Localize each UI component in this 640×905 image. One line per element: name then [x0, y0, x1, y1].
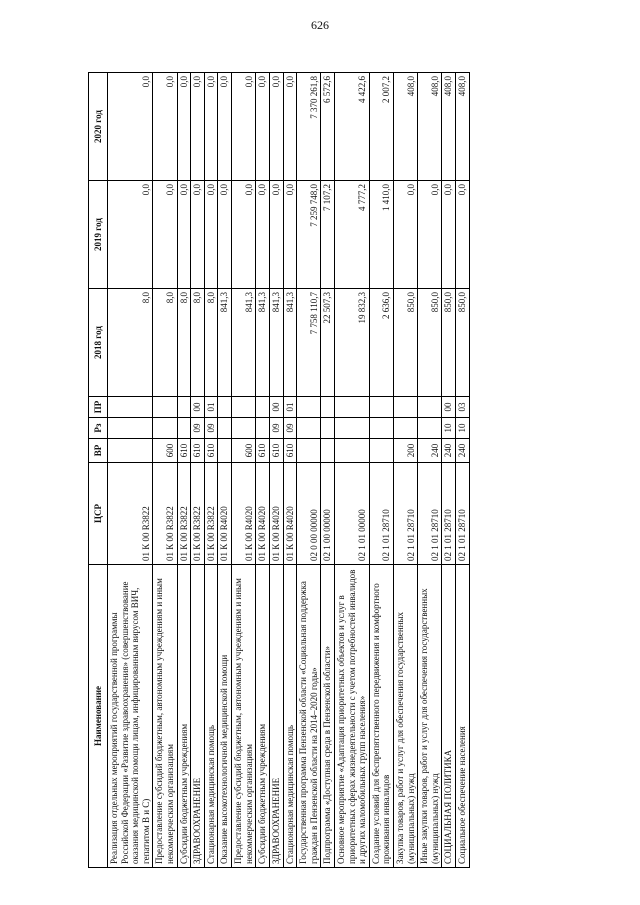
- header-2019: 2019 год: [89, 181, 108, 289]
- cell-csr: 01 К 00 R3822: [108, 463, 153, 565]
- cell-rz: 10: [456, 418, 470, 439]
- cell-vr: 610: [269, 439, 283, 463]
- cell-2018: 8,0: [153, 289, 177, 397]
- cell-2018: 2 636,0: [369, 289, 393, 397]
- cell-csr: 02 1 01 28710: [442, 463, 456, 565]
- cell-vr: 610: [256, 439, 270, 463]
- cell-2020: 0,0: [204, 73, 218, 181]
- cell-rz: [177, 418, 191, 439]
- cell-2019: 0,0: [269, 181, 283, 289]
- cell-2020: 0,0: [232, 73, 256, 181]
- header-name: Наименование: [89, 565, 108, 868]
- cell-csr: 02 1 01 28710: [394, 463, 418, 565]
- cell-vr: [218, 439, 232, 463]
- cell-2019: 7 107,2: [321, 181, 335, 289]
- cell-2019: 0,0: [204, 181, 218, 289]
- cell-name: Основное мероприятие «Адаптация приоритетных объектов и услуг в приоритетных сферах жизнедеятельности с учетом потребностей инвалидов и других маломобильных групп населения»: [334, 565, 369, 868]
- cell-2020: 408,0: [442, 73, 456, 181]
- cell-rz: [232, 418, 256, 439]
- cell-2019: 0,0: [283, 181, 297, 289]
- cell-vr: 240: [418, 439, 442, 463]
- cell-name: Подпрограмма «Доступная среда в Пензенской области»: [321, 565, 335, 868]
- cell-rz: 09: [269, 418, 283, 439]
- table-row: [191, 73, 205, 868]
- cell-vr: 600: [232, 439, 256, 463]
- table-header-row: [89, 73, 108, 868]
- cell-2018: 841,3: [283, 289, 297, 397]
- cell-2020: 0,0: [283, 73, 297, 181]
- cell-pr: 00: [191, 397, 205, 418]
- cell-name: Реализация отдельных мероприятий государственной программы Российской Федерации «Развитие здравоохранения» (совершенствование оказания медицинской помощи лицам, инфицированным вирусом ВИЧ, гепатитом В и С): [108, 565, 153, 868]
- cell-2019: 0,0: [394, 181, 418, 289]
- table-row: [321, 73, 335, 868]
- header-pr: ПР: [89, 397, 108, 418]
- cell-2019: 0,0: [456, 181, 470, 289]
- cell-name: Предоставление субсидий бюджетным, автономным учреждениям и иным некоммерческим организациям: [232, 565, 256, 868]
- cell-name: Государственная программа Пензенской области «Социальная поддержка граждан в Пензенской области на 2014–2020 годы»: [297, 565, 321, 868]
- table-row: [297, 73, 321, 868]
- cell-pr: 00: [269, 397, 283, 418]
- cell-vr: 610: [204, 439, 218, 463]
- cell-2019: 1 410,0: [369, 181, 393, 289]
- header-2020: 2020 год: [89, 73, 108, 181]
- cell-2020: 4 422,6: [334, 73, 369, 181]
- cell-2018: 841,3: [218, 289, 232, 397]
- cell-csr: 02 1 00 00000: [321, 463, 335, 565]
- cell-pr: [108, 397, 153, 418]
- header-vr: ВР: [89, 439, 108, 463]
- cell-rz: [394, 418, 418, 439]
- cell-2018: 8,0: [177, 289, 191, 397]
- cell-2019: 4 777,2: [334, 181, 369, 289]
- table-row: [204, 73, 218, 868]
- cell-name: ЗДРАВООХРАНЕНИЕ: [191, 565, 205, 868]
- cell-pr: [256, 397, 270, 418]
- cell-rz: 09: [283, 418, 297, 439]
- cell-csr: 01 К 00 R4020: [218, 463, 232, 565]
- cell-pr: 01: [204, 397, 218, 418]
- cell-pr: [369, 397, 393, 418]
- cell-vr: [334, 439, 369, 463]
- cell-2018: 850,0: [442, 289, 456, 397]
- cell-pr: [232, 397, 256, 418]
- table-row: [456, 73, 470, 868]
- cell-pr: [394, 397, 418, 418]
- cell-name: Создание условий для беспрепятственного передвижения и комфортного проживания инвалидов: [369, 565, 393, 868]
- cell-vr: 610: [283, 439, 297, 463]
- cell-pr: 01: [283, 397, 297, 418]
- cell-pr: [334, 397, 369, 418]
- cell-pr: [321, 397, 335, 418]
- table-row: [394, 73, 418, 868]
- cell-2019: 0,0: [256, 181, 270, 289]
- cell-2020: 0,0: [153, 73, 177, 181]
- cell-2018: 7 758 110,7: [297, 289, 321, 397]
- cell-2020: 0,0: [218, 73, 232, 181]
- cell-csr: 02 1 01 00000: [334, 463, 369, 565]
- table-row: [269, 73, 283, 868]
- table-row: [283, 73, 297, 868]
- header-csr: ЦСР: [89, 463, 108, 565]
- cell-2019: 0,0: [153, 181, 177, 289]
- rotated-table-container: [88, 73, 566, 868]
- cell-rz: [369, 418, 393, 439]
- cell-rz: [321, 418, 335, 439]
- cell-2020: 7 370 261,8: [297, 73, 321, 181]
- cell-pr: 00: [442, 397, 456, 418]
- table-row: [177, 73, 191, 868]
- cell-pr: [218, 397, 232, 418]
- cell-2018: 841,3: [232, 289, 256, 397]
- table-row: [334, 73, 369, 868]
- cell-name: Субсидии бюджетным учреждениям: [256, 565, 270, 868]
- cell-vr: 600: [153, 439, 177, 463]
- cell-csr: 01 К 00 R4020: [269, 463, 283, 565]
- table-row: [218, 73, 232, 868]
- cell-2019: 7 259 748,0: [297, 181, 321, 289]
- table-row: [369, 73, 393, 868]
- cell-2019: 0,0: [418, 181, 442, 289]
- cell-rz: [297, 418, 321, 439]
- cell-csr: 01 К 00 R3822: [204, 463, 218, 565]
- cell-name: Субсидии бюджетным учреждениям: [177, 565, 191, 868]
- table-row: [418, 73, 442, 868]
- cell-name: Оказание высокотехнологичной медицинской помощи: [218, 565, 232, 868]
- header-2018: 2018 год: [89, 289, 108, 397]
- cell-pr: [418, 397, 442, 418]
- cell-2020: 0,0: [108, 73, 153, 181]
- cell-2018: 850,0: [456, 289, 470, 397]
- cell-name: Стационарная медицинская помощь: [204, 565, 218, 868]
- cell-csr: 01 К 00 R4020: [232, 463, 256, 565]
- table-row: [256, 73, 270, 868]
- cell-csr: 02 1 01 28710: [418, 463, 442, 565]
- cell-csr: 01 К 00 R4020: [256, 463, 270, 565]
- cell-2020: 6 572,6: [321, 73, 335, 181]
- cell-csr: 02 0 00 00000: [297, 463, 321, 565]
- cell-2020: 408,0: [418, 73, 442, 181]
- cell-2018: 8,0: [204, 289, 218, 397]
- cell-2020: 2 007,2: [369, 73, 393, 181]
- cell-vr: 610: [177, 439, 191, 463]
- cell-vr: 200: [394, 439, 418, 463]
- cell-vr: [297, 439, 321, 463]
- cell-rz: [153, 418, 177, 439]
- cell-pr: [153, 397, 177, 418]
- cell-pr: [177, 397, 191, 418]
- cell-vr: [321, 439, 335, 463]
- cell-2019: 0,0: [442, 181, 456, 289]
- cell-rz: [218, 418, 232, 439]
- cell-2018: 841,3: [256, 289, 270, 397]
- cell-rz: 10: [442, 418, 456, 439]
- cell-2020: 0,0: [269, 73, 283, 181]
- cell-name: Социальное обеспечение населения: [456, 565, 470, 868]
- cell-rz: [108, 418, 153, 439]
- cell-vr: [369, 439, 393, 463]
- cell-name: СОЦИАЛЬНАЯ ПОЛИТИКА: [442, 565, 456, 868]
- cell-2019: 0,0: [191, 181, 205, 289]
- cell-rz: [418, 418, 442, 439]
- page-number: 626: [311, 18, 329, 32]
- cell-2020: 0,0: [177, 73, 191, 181]
- cell-csr: 01 К 00 R4020: [283, 463, 297, 565]
- cell-csr: 01 К 00 R3822: [177, 463, 191, 565]
- cell-name: Стационарная медицинская помощь: [283, 565, 297, 868]
- cell-2019: 0,0: [108, 181, 153, 289]
- cell-rz: [256, 418, 270, 439]
- cell-vr: 610: [191, 439, 205, 463]
- cell-2018: 22 507,3: [321, 289, 335, 397]
- table-row: [153, 73, 177, 868]
- table-row: [108, 73, 153, 868]
- cell-rz: [334, 418, 369, 439]
- cell-2020: 0,0: [191, 73, 205, 181]
- cell-2018: 850,0: [394, 289, 418, 397]
- cell-csr: 02 1 01 28710: [456, 463, 470, 565]
- cell-csr: 02 1 01 28710: [369, 463, 393, 565]
- cell-name: Иные закупки товаров, работ и услуг для обеспечения государственных (муниципальных) нужд: [418, 565, 442, 868]
- cell-2018: 841,3: [269, 289, 283, 397]
- cell-vr: 240: [442, 439, 456, 463]
- cell-csr: 01 К 00 R3822: [153, 463, 177, 565]
- cell-2019: 0,0: [218, 181, 232, 289]
- cell-vr: [108, 439, 153, 463]
- cell-pr: 03: [456, 397, 470, 418]
- table-body: [108, 73, 470, 868]
- cell-2020: 408,0: [394, 73, 418, 181]
- cell-rz: 09: [191, 418, 205, 439]
- cell-2019: 0,0: [232, 181, 256, 289]
- cell-2018: 19 832,3: [334, 289, 369, 397]
- cell-2018: 8,0: [191, 289, 205, 397]
- cell-2018: 8,0: [108, 289, 153, 397]
- cell-rz: 09: [204, 418, 218, 439]
- budget-table: [88, 72, 470, 868]
- cell-name: Закупка товаров, работ и услуг для обеспечения государственных (муниципальных) нужд: [394, 565, 418, 868]
- cell-pr: [297, 397, 321, 418]
- cell-2020: 0,0: [256, 73, 270, 181]
- cell-2020: 408,0: [456, 73, 470, 181]
- cell-name: ЗДРАВООХРАНЕНИЕ: [269, 565, 283, 868]
- cell-csr: 01 К 00 R3822: [191, 463, 205, 565]
- cell-2018: 850,0: [418, 289, 442, 397]
- table-row: [232, 73, 256, 868]
- cell-name: Предоставление субсидий бюджетным, автономным учреждениям и иным некоммерческим организациям: [153, 565, 177, 868]
- header-rz: Рз: [89, 418, 108, 439]
- table-row: [442, 73, 456, 868]
- cell-2019: 0,0: [177, 181, 191, 289]
- cell-vr: 240: [456, 439, 470, 463]
